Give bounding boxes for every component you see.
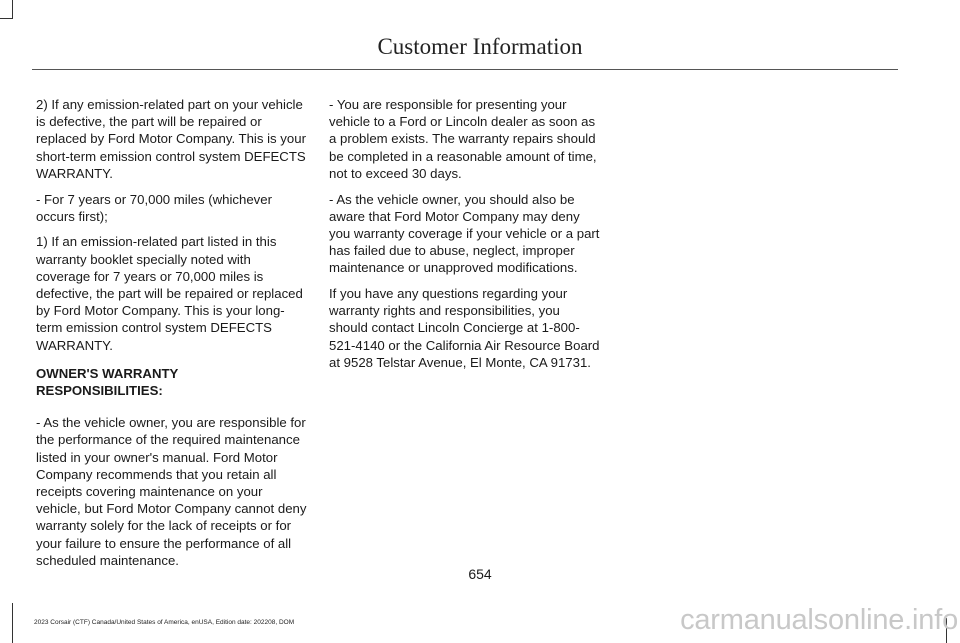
page-number: 654 [468,566,492,582]
paragraph: - As the vehicle owner, you are responsible for the performance of the required maintenance listed in your owner's manual. Ford Motor Company recommends that you retain all receipts covering maintenance on your vehicle, but Ford Motor Company cannot deny warranty solely for the lack of receipts or for your failure to ensure the performance of all scheduled maintenance. [36,415,307,568]
crop-mark-top-left-v [12,0,13,18]
footer-edition-info: 2023 Corsair (CTF) Canada/United States of America, enUSA, Edition date: 202208, DOM [34,619,295,626]
paragraph: If you have any questions regarding your warranty rights and responsibilities, you should contact Lincoln Concierge at 1-800-521-4140 or the California Air Resource Board at 9528 Telstar Avenue, El Monte, CA 91731. [329,286,600,370]
paragraph: 2) If any emission-related part on your vehicle is defective, the part will be repaired or replaced by Ford Motor Company. This is your short-term emission control system DEFECTS WARRANTY. [36,97,306,181]
paragraph: 1) If an emission-related part listed in this warranty booklet specially noted with coverage for 7 years or 70,000 miles is defective, the part will be repaired or replaced by Ford Motor Company. This is your long-term emission control system DEFECTS WARRANTY. [36,234,303,353]
right-column [329,96,601,380]
crop-mark-bottom-left-v [12,603,13,643]
paragraph: - You are responsible for presenting your vehicle to a Ford or Lincoln dealer as soon as a problem exists. The warranty repairs should be completed in a reasonable amount of time, not to exceed 30 days. [329,97,597,181]
left-column [36,96,308,578]
crop-mark-top-left-h [0,18,13,19]
section-heading: OWNER'S WARRANTY RESPONSIBILITIES: [36,365,179,399]
page-title: Customer Information [377,34,583,59]
header-divider [32,69,898,70]
watermark: carmanualsonline.info [680,604,958,636]
paragraph: - As the vehicle owner, you should also be aware that Ford Motor Company may deny you warranty coverage if your vehicle or a part has failed due to abuse, neglect, improper maintenance or unapproved modifications. [329,191,600,276]
paragraph: - For 7 years or 70,000 miles (whichever occurs first); [36,191,272,224]
